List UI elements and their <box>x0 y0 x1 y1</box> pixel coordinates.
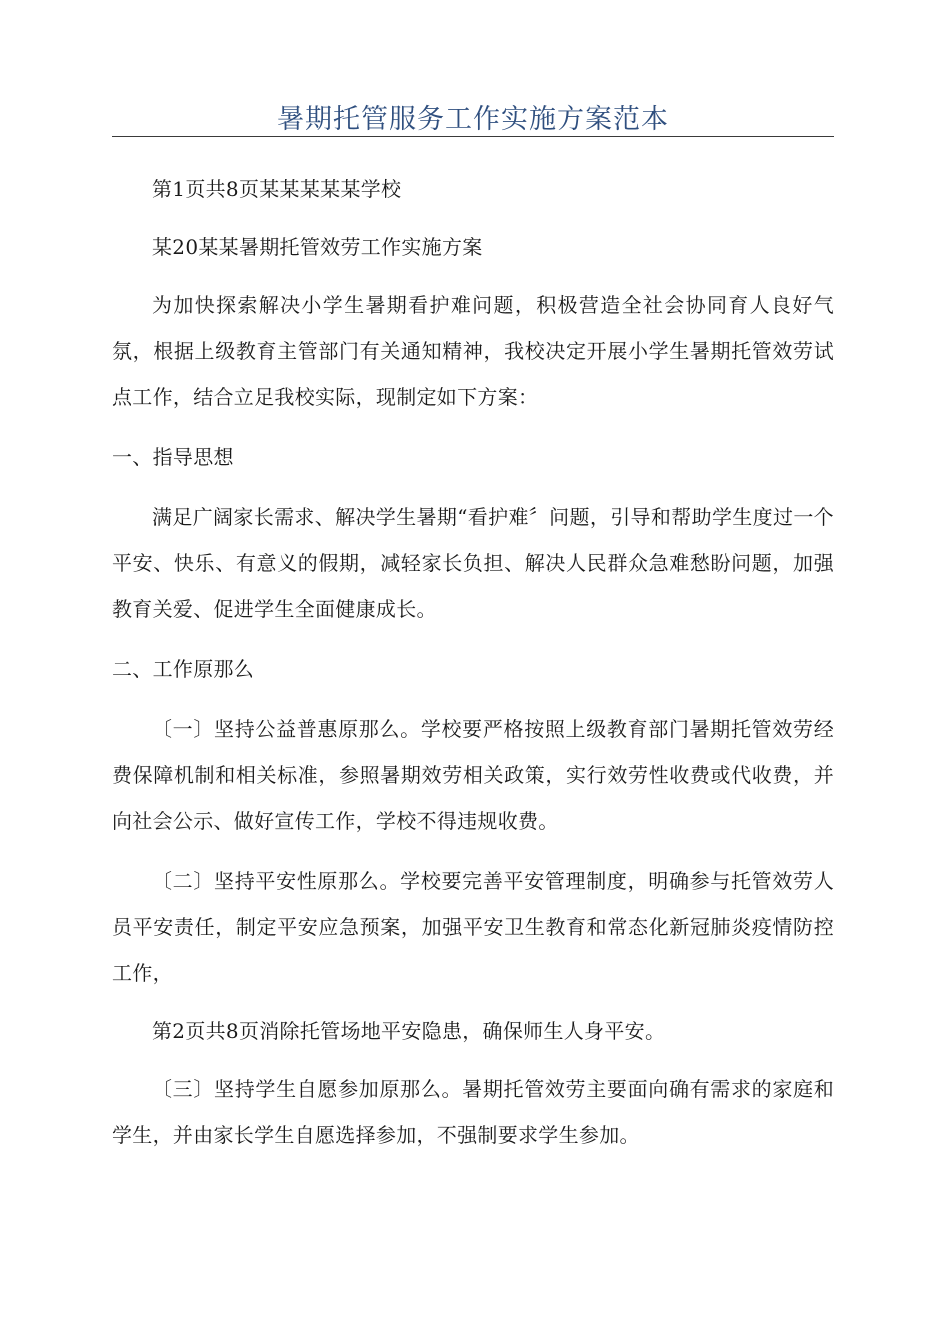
page-2-continuation: 第2页共8页消除托管场地平安隐患，确保师生人身平安。 <box>152 1019 666 1043</box>
section-heading-guiding-thought: 一、指导思想 <box>112 445 234 469</box>
page-header-line: 第1页共8页某某某某某学校 <box>152 177 402 201</box>
principle-1-paragraph: 〔一〕坚持公益普惠原那么。学校要严格按照上级教育部门暑期托管效劳经费保障机制和相关标准，参照暑期效劳相关政策，实行效劳性收费或代收费，并向社会公示、做好宣传工作，学校不得违规收费。 <box>112 717 834 833</box>
document-body <box>112 166 834 1158</box>
document-title: 暑期托管服务工作实施方案范本 <box>277 104 669 135</box>
plan-subtitle: 某20某某暑期托管效劳工作实施方案 <box>152 235 483 259</box>
guiding-thought-paragraph: 满足广阔家长需求、解决学生暑期“看护难〞问题，引导和帮助学生度过一个平安、快乐、有意义的假期，减轻家长负担、解决人民群众急难愁盼问题，加强教育关爱、促进学生全面健康成长。 <box>112 505 834 621</box>
principle-3-paragraph: 〔三〕坚持学生自愿参加原那么。暑期托管效劳主要面向确有需求的家庭和学生，并由家长学生自愿选择参加，不强制要求学生参加。 <box>112 1077 834 1147</box>
section-heading-work-principles: 二、工作原那么 <box>112 657 255 681</box>
title-underline <box>112 136 834 137</box>
intro-paragraph: 为加快探索解决小学生暑期看护难问题，积极营造全社会协同育人良好气氛，根据上级教育主管部门有关通知精神，我校决定开展小学生暑期托管效劳试点工作，结合立足我校实际，现制定如下方案： <box>112 293 834 409</box>
principle-2-paragraph: 〔二〕坚持平安性原那么。学校要完善平安管理制度，明确参与托管效劳人员平安责任，制定平安应急预案，加强平安卫生教育和常态化新冠肺炎疫情防控工作， <box>112 869 834 985</box>
